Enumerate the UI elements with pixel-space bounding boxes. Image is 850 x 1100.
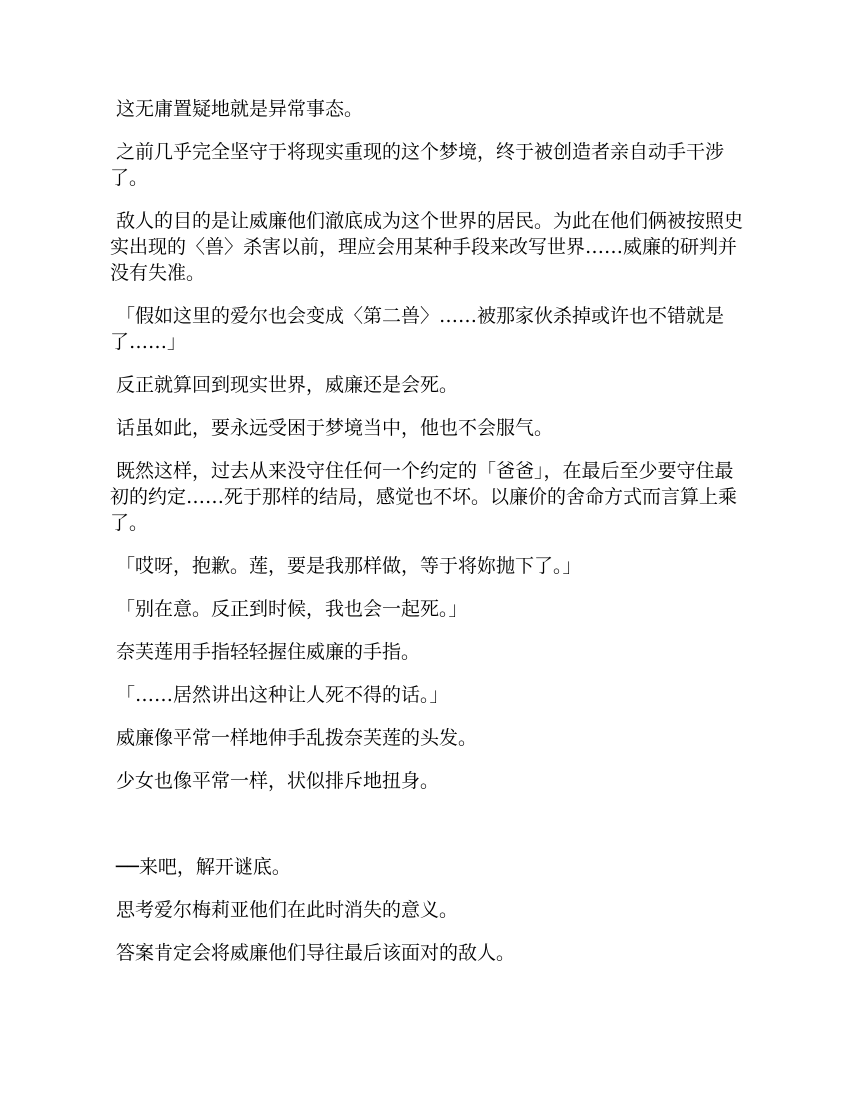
- section-break: [110, 811, 750, 854]
- paragraph: 答案肯定会将威廉他们导往最后该面对的敌人。: [110, 942, 516, 964]
- paragraph: 奈芙莲用手指轻轻握住威廉的手指。: [110, 641, 421, 663]
- paragraph: 思考爱尔梅莉亚他们在此时消失的意义。: [110, 899, 459, 921]
- paragraph: 敌人的目的是让威廉他们澈底成为这个世界的居民。为此在他们俩被按照史实出现的〈兽〉杀害以前，理应会用某种手段来改写世界……威廉的研判并没有失准。: [110, 210, 744, 284]
- document-body: [110, 96, 750, 983]
- paragraph: 威廉像平常一样地伸手乱拨奈芙莲的头发。: [110, 727, 478, 749]
- paragraph: 之前几乎完全坚守于将现实重现的这个梦境，终于被创造者亲自动手干涉了。: [110, 141, 725, 189]
- paragraph: 既然这样，过去从来没守住任何一个约定的「爸爸」，在最后至少要守住最初的约定……死于那样的结局，感觉也不坏。以廉价的舍命方式而言算上乘了。: [110, 460, 738, 534]
- dialogue-paragraph: 「哎呀，抱歉。莲，要是我那样做，等于将妳抛下了。」: [110, 555, 582, 577]
- dialogue-paragraph: 「……居然讲出这种让人死不得的话。」: [110, 684, 449, 706]
- paragraph: ──来吧，解开谜底。: [110, 856, 291, 878]
- dialogue-paragraph: 「别在意。反正到时候，我也会一起死。」: [110, 598, 468, 620]
- paragraph: 话虽如此，要永远受困于梦境当中，他也不会服气。: [110, 417, 554, 439]
- paragraph: 少女也像平常一样，状似排斥地扭身。: [110, 770, 440, 792]
- paragraph: 反正就算回到现实世界，威廉还是会死。: [110, 374, 459, 396]
- paragraph: 这无庸置疑地就是异常事态。: [110, 98, 364, 120]
- paragraph: 「假如这里的爱尔也会变成〈第二兽〉……被那家伙杀掉或许也不错就是了……」: [110, 305, 725, 353]
